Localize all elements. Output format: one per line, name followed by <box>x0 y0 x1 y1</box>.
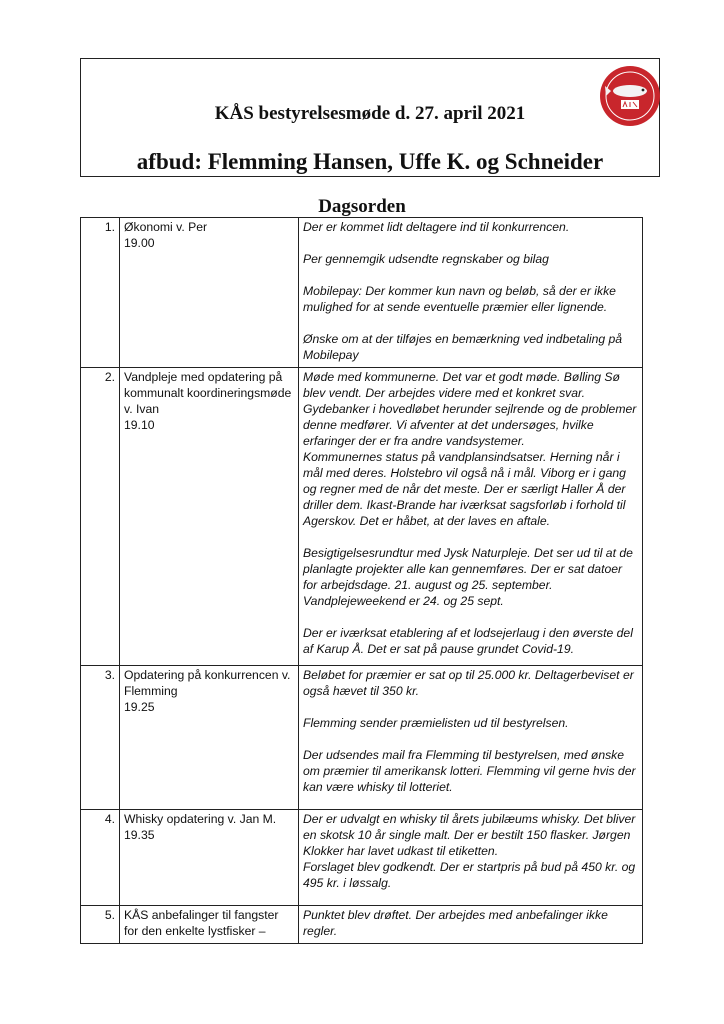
note-paragraph: Der er iværksat etablering af et lodsejerlaug i den øverste del af Karup Å. Det er sat på pause grundet Covid-19. <box>303 626 633 656</box>
topic-time: 19.00 <box>124 236 155 250</box>
topic-time: 19.10 <box>124 418 155 432</box>
item-notes <box>299 666 643 810</box>
table-row <box>81 368 643 666</box>
item-topic <box>120 218 299 368</box>
note-paragraph: Møde med kommunerne. Det var et godt møde. Bølling Sø blev vendt. Der arbejdes videre med et konkret svar. Gydebanker i hovedløbet herunder sejlrende og de problemer denne medfører. Vi afventer at det undersøges, hvilke erfaringer der er fra andre vandsystemer. <box>303 370 637 448</box>
item-topic <box>120 810 299 906</box>
item-topic <box>120 368 299 666</box>
absent-list: afbud: Flemming Hansen, Uffe K. og Schneider <box>136 149 604 174</box>
note-paragraph: Forslaget blev godkendt. Der er startpris på bud på 450 kr. og 495 kr. i løssalg. <box>303 860 636 890</box>
table-row <box>81 218 643 368</box>
note-paragraph: Mobilepay: Der kommer kun navn og beløb, så der er ikke mulighed for at sende eventuelle præmier eller lignende. <box>303 284 616 314</box>
table-row <box>81 810 643 906</box>
meeting-title: KÅS bestyrelsesmøde d. 27. april 2021 <box>214 103 526 124</box>
topic-text: Vandpleje med opdatering på kommunalt koordineringsmøde v. Ivan <box>124 370 292 416</box>
table-row <box>81 906 643 944</box>
note-paragraph: Kommunernes status på vandplansindsatser. Herning når i mål med deres. Holstebro vil også nå i mål. Viborg er i gang og regner med de når det meste. Der er særligt Haller Å der driller dem. Ikast-Brande har iværksat sagsforløb i forhold til Agerskov. Det er håbet, at der laves en aftale. <box>303 450 626 528</box>
topic-text: KÅS anbefalinger til fangster for den enkelte lystfisker – <box>124 908 279 938</box>
item-topic <box>120 666 299 810</box>
topic-text: Økonomi v. Per <box>124 220 208 234</box>
note-paragraph: Besigtigelsesrundtur med Jysk Naturpleje. Det ser ud til at de planlagte projekter alle kan gennemføres. Der er sat datoer for arbejdsdage. 21. august og 25. september. Vandplejeweekend er 24. og 25 sept. <box>303 546 633 608</box>
item-number: 4. <box>81 810 120 906</box>
table-row <box>81 666 643 810</box>
note-paragraph: Der er kommet lidt deltagere ind til konkurrencen. <box>303 220 570 234</box>
item-topic <box>120 906 299 944</box>
note-paragraph: Der udsendes mail fra Flemming til bestyrelsen, med ønske om præmier til amerikansk lotteri. Flemming vil gerne hvis der kan være whisky til lotteriet. <box>303 748 636 794</box>
topic-text: Opdatering på konkurrencen v. Flemming <box>124 668 291 698</box>
note-paragraph: Flemming sender præmielisten ud til bestyrelsen. <box>303 716 569 730</box>
topic-time: 19.25 <box>124 700 155 714</box>
club-logo-icon <box>599 65 661 127</box>
note-paragraph: Der er udvalgt en whisky til årets jubilæums whisky. Det bliver en skotsk 10 år single malt. Der er bestilt 150 flasker. Jørgen Klokker har lavet udkast til etiketten. <box>303 812 636 858</box>
agenda-heading: Dagsorden <box>318 196 406 217</box>
item-notes <box>299 906 643 944</box>
item-number: 1. <box>81 218 120 368</box>
item-notes <box>299 810 643 906</box>
item-notes <box>299 368 643 666</box>
note-paragraph: Beløbet for præmier er sat op til 25.000 kr. Deltagerbeviset er også hævet til 350 kr. <box>303 668 634 698</box>
note-paragraph: Ønske om at der tilføjes en bemærkning ved indbetaling på Mobilepay <box>303 332 623 362</box>
agenda-table <box>80 217 643 944</box>
item-number: 2. <box>81 368 120 666</box>
note-paragraph: Per gennemgik udsendte regnskaber og bilag <box>303 252 549 266</box>
item-notes <box>299 218 643 368</box>
note-paragraph: Punktet blev drøftet. Der arbejdes med anbefalinger ikke regler. <box>303 908 608 938</box>
item-number: 5. <box>81 906 120 944</box>
header-box <box>80 58 660 177</box>
item-number: 3. <box>81 666 120 810</box>
topic-time: 19.35 <box>124 828 155 842</box>
topic-text: Whisky opdatering v. Jan M. <box>124 812 277 826</box>
